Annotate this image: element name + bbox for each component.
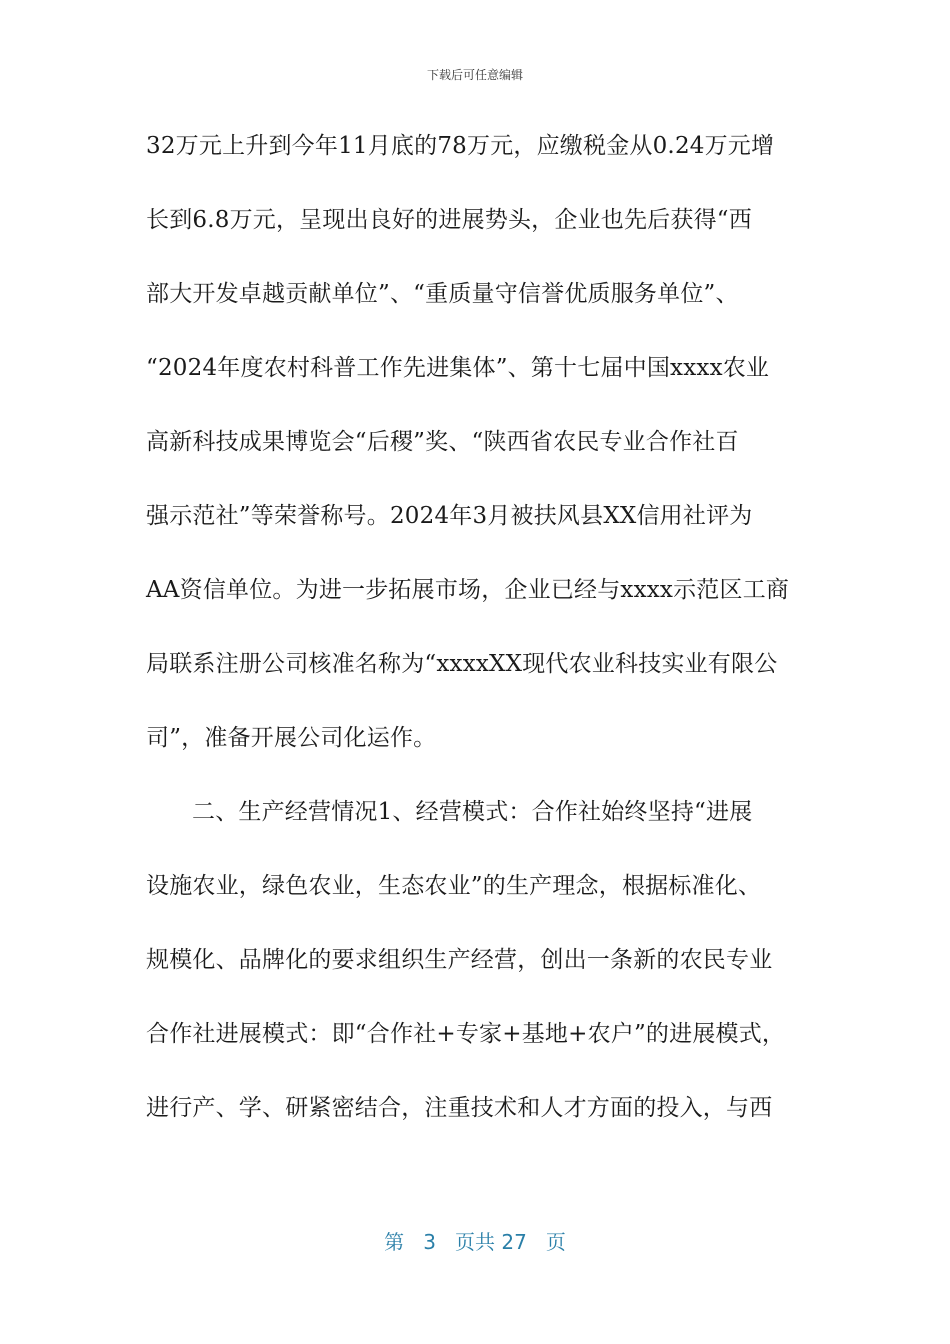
- page-footer: [0, 1226, 950, 1255]
- document-body: [146, 126, 806, 1162]
- page-header-note: 下载后可任意编辑: [426, 68, 523, 82]
- paragraph-line: 长到6.8万元，呈现出良好的进展势头，企业也先后获得“西: [146, 207, 752, 233]
- paragraph-line: 司”，准备开展公司化运作。: [146, 725, 437, 751]
- paragraph-line: 二、生产经营情况1、经营模式：合作社始终坚持“进展: [192, 799, 753, 825]
- total-pages-number: 27: [501, 1230, 527, 1254]
- paragraph-line: 局联系注册公司核准名称为“xxxxXX现代农业科技实业有限公: [146, 651, 778, 677]
- paragraph-line: 强示范社”等荣誉称号。2024年3月被扶风县XX信用社评为: [146, 503, 753, 529]
- paragraph-line: AA资信单位。为进一步拓展市场，企业已经与xxxx示范区工商: [146, 577, 790, 603]
- paragraph-line: “2024年度农村科普工作先进集体”、第十七届中国xxxx农业: [146, 355, 770, 381]
- paragraph-2: [146, 792, 806, 1162]
- paragraph-1: [146, 126, 806, 792]
- paragraph-line: 设施农业，绿色农业，生态农业”的生产理念，根据标准化、: [146, 873, 762, 899]
- page-label-prefix: 第: [384, 1230, 405, 1254]
- paragraph-line: 合作社进展模式：即“合作社+专家+基地+农户”的进展模式，: [146, 1021, 786, 1047]
- page-label-suffix: 页: [545, 1230, 566, 1254]
- paragraph-line: 规模化、品牌化的要求组织生产经营，创出一条新的农民专业: [146, 947, 773, 973]
- paragraph-line: 32万元上升到今年11月底的78万元，应缴税金从0.24万元增: [146, 133, 775, 159]
- page-label-middle: 页共: [455, 1230, 495, 1254]
- paragraph-line: 部大开发卓越贡献单位”、“重质量守信誉优质服务单位”、: [146, 281, 739, 307]
- paragraph-line: 高新科技成果博览会“后稷”奖、“陕西省农民专业合作社百: [146, 429, 739, 455]
- current-page-number: 3: [423, 1230, 436, 1254]
- paragraph-line: 进行产、学、研紧密结合，注重技术和人才方面的投入，与西: [146, 1095, 773, 1121]
